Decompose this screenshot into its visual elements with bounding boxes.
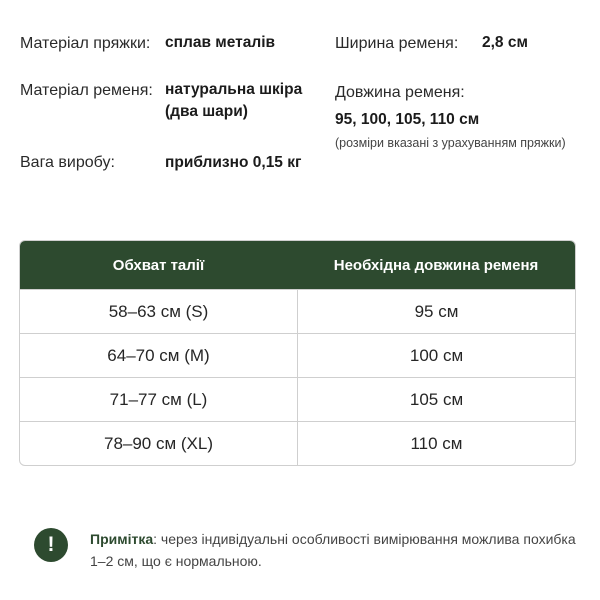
cell-waist: 58–63 см (S) xyxy=(20,290,298,333)
note-text xyxy=(90,528,580,572)
size-table xyxy=(19,240,576,466)
buckle-material-value: сплав металів xyxy=(165,34,276,51)
buckle-material-label: Матеріал пряжки: xyxy=(20,35,151,52)
belt-material-value xyxy=(165,79,302,123)
table-row xyxy=(20,289,575,333)
header-waist: Обхват талії xyxy=(112,256,205,274)
weight-label: Вага виробу: xyxy=(20,154,115,171)
cell-length: 100 см xyxy=(409,345,464,365)
cell-length: 110 см xyxy=(410,433,463,453)
weight-value: приблизно 0,15 кг xyxy=(165,154,302,171)
cell-waist: 71–77 см (L) xyxy=(20,378,298,421)
table-row xyxy=(20,377,575,421)
belt-width-value: 2,8 см xyxy=(482,34,528,51)
belt-length-note: (розміри вказані з урахуванням пряжки) xyxy=(335,136,566,150)
cell-length: 105 см xyxy=(409,389,464,409)
belt-material-value-line2: (два шари) xyxy=(165,103,248,120)
belt-width-label: Ширина ременя: xyxy=(335,35,459,52)
belt-material-label: Матеріал ременя: xyxy=(20,82,153,99)
belt-material-value-line1: натуральна шкіра xyxy=(165,81,303,98)
table-row xyxy=(20,421,575,465)
table-header xyxy=(20,241,575,289)
note-label: Примітка xyxy=(90,531,154,547)
belt-length-label: Довжина ременя: xyxy=(335,84,465,101)
header-belt-length: Необхідна довжина ременя xyxy=(333,256,539,274)
note-body: через індивідуальні особливості вимірювання можлива похибка 1–2 см, що є нормальною. xyxy=(90,531,576,569)
cell-length: 95 см xyxy=(414,301,459,321)
cell-waist: 64–70 см (M) xyxy=(20,334,298,377)
table-row xyxy=(20,333,575,377)
exclamation-icon: ! xyxy=(34,528,68,562)
belt-length-value: 95, 100, 105, 110 см xyxy=(335,111,480,128)
cell-waist: 78–90 см (XL) xyxy=(20,422,298,465)
note-colon: : xyxy=(153,531,158,547)
